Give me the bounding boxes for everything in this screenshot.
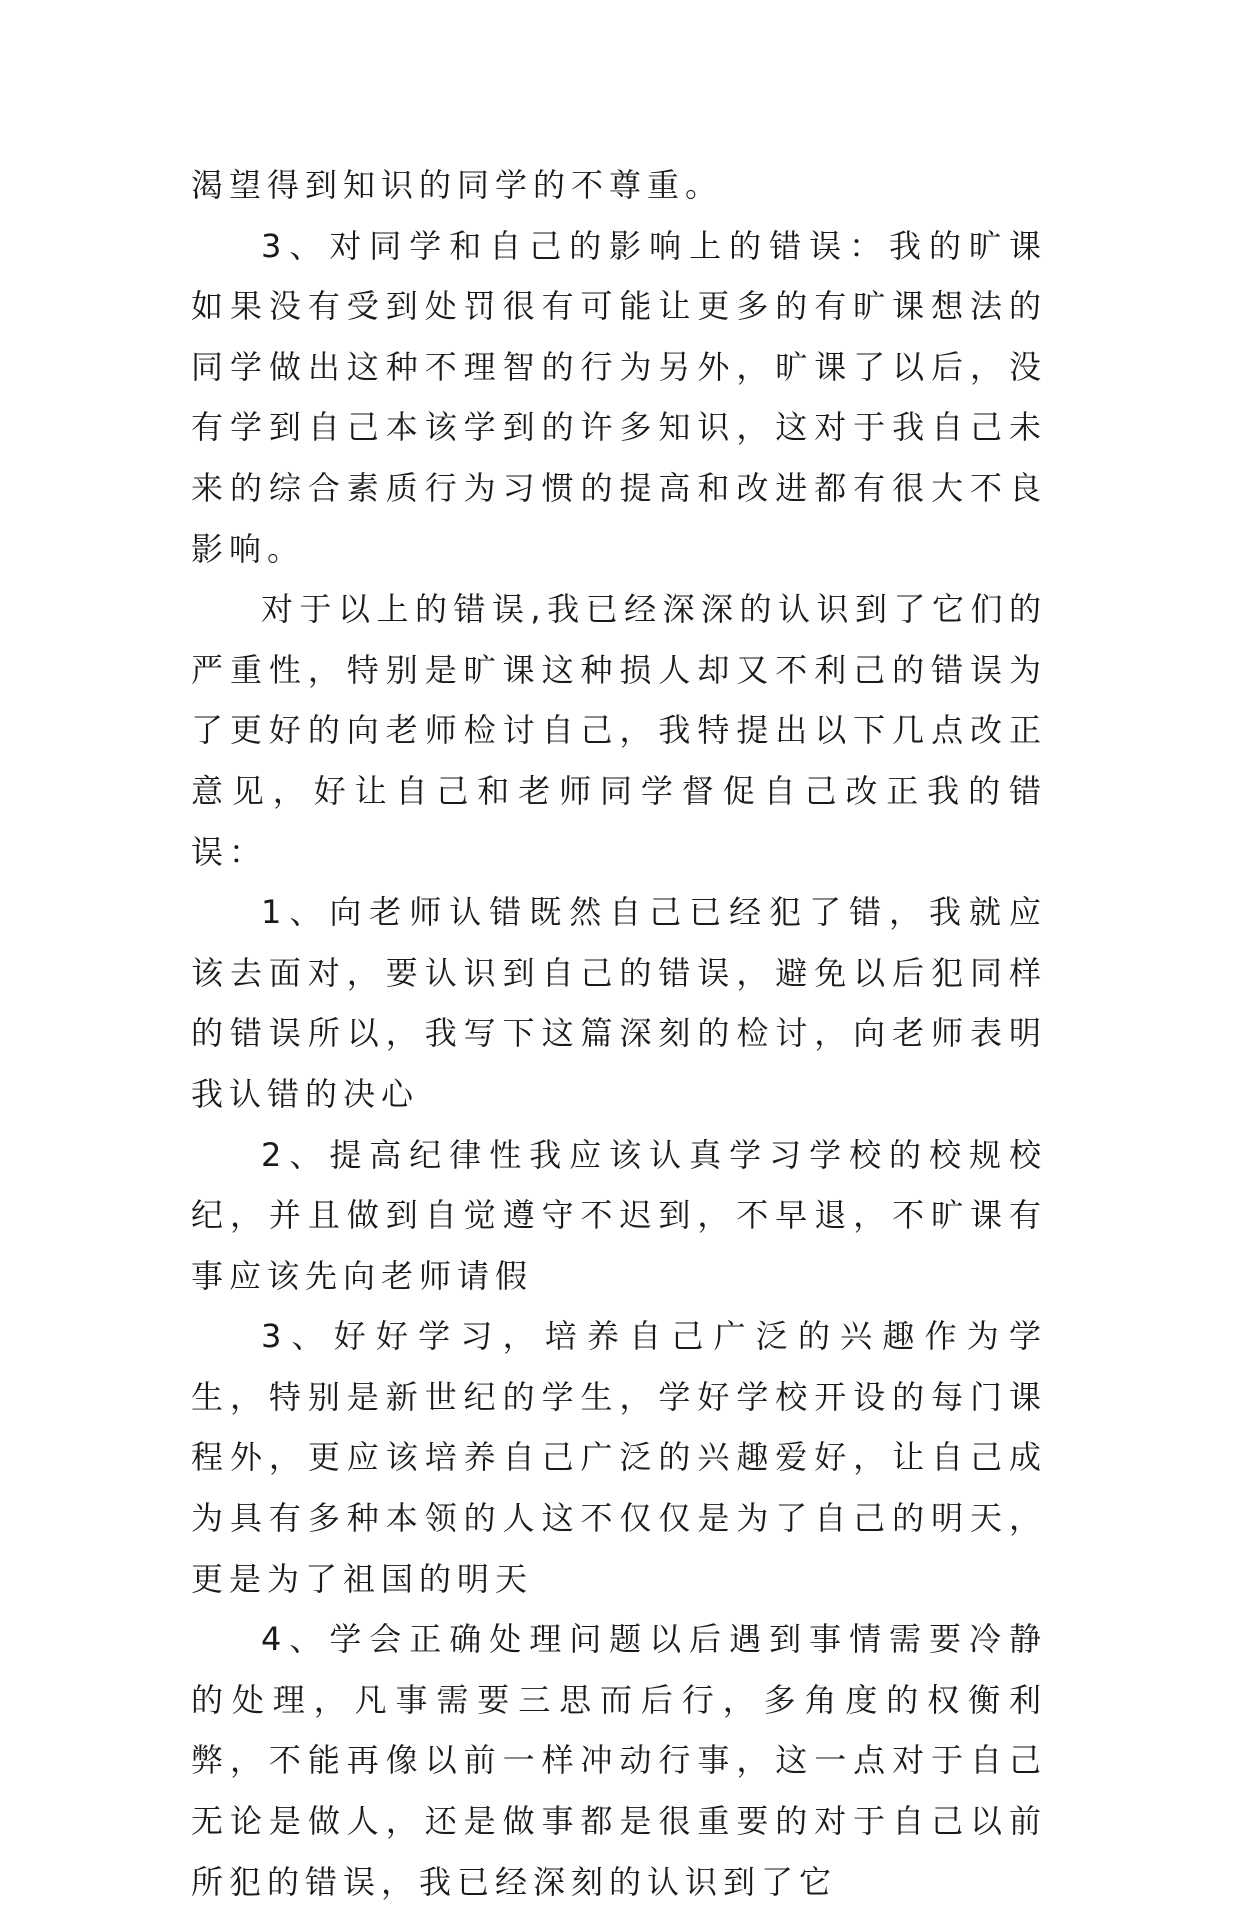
paragraph-correction-2: 2、提高纪律性我应该认真学习学校的校规校纪，并且做到自觉遵守不迟到，不早退，不旷课有事应该先向老师请假 [191,1135,1047,1295]
paragraph-continuation: 渴望得到知识的同学的不尊重。 [191,166,724,204]
paragraph-correction-3: 3、好好学习，培养自己广泛的兴趣作为学生，特别是新世纪的学生，学好学校开设的每门课程外，更应该培养自己广泛的兴趣爱好，让自己成为具有多种本领的人这不仅仅是为了自己的明天，更是为了祖国的明天 [191,1317,1047,1598]
paragraph-correction-1: 1、向老师认错既然自己已经犯了错，我就应该去面对，要认识到自己的错误，避免以后犯同样的错误所以，我写下这篇深刻的检讨，向老师表明我认错的决心 [191,893,1047,1113]
paragraph-point-3-influence: 3、对同学和自己的影响上的错误：我的旷课如果没有受到处罚很有可能让更多的有旷课想法的同学做出这种不理智的行为另外，旷课了以后，没有学到自己本该学到的许多知识，这对于我自己未来的综合素质行为习惯的提高和改进都有很大不良影响。 [191,226,1047,568]
document-body [191,155,1047,1912]
paragraph-correction-4: 4、学会正确处理问题以后遇到事情需要冷静的处理，凡事需要三思而后行，多角度的权衡利弊，不能再像以前一样冲动行事，这一点对于自己无论是做人，还是做事都是很重要的对于自己以前所犯的错误，我已经深刻的认识到了它 [191,1620,1047,1901]
paragraph-reflection: 对于以上的错误,我已经深深的认识到了它们的严重性，特别是旷课这种损人却又不利己的错误为了更好的向老师检讨自己，我特提出以下几点改正意见，好让自己和老师同学督促自己改正我的错误： [191,590,1047,871]
